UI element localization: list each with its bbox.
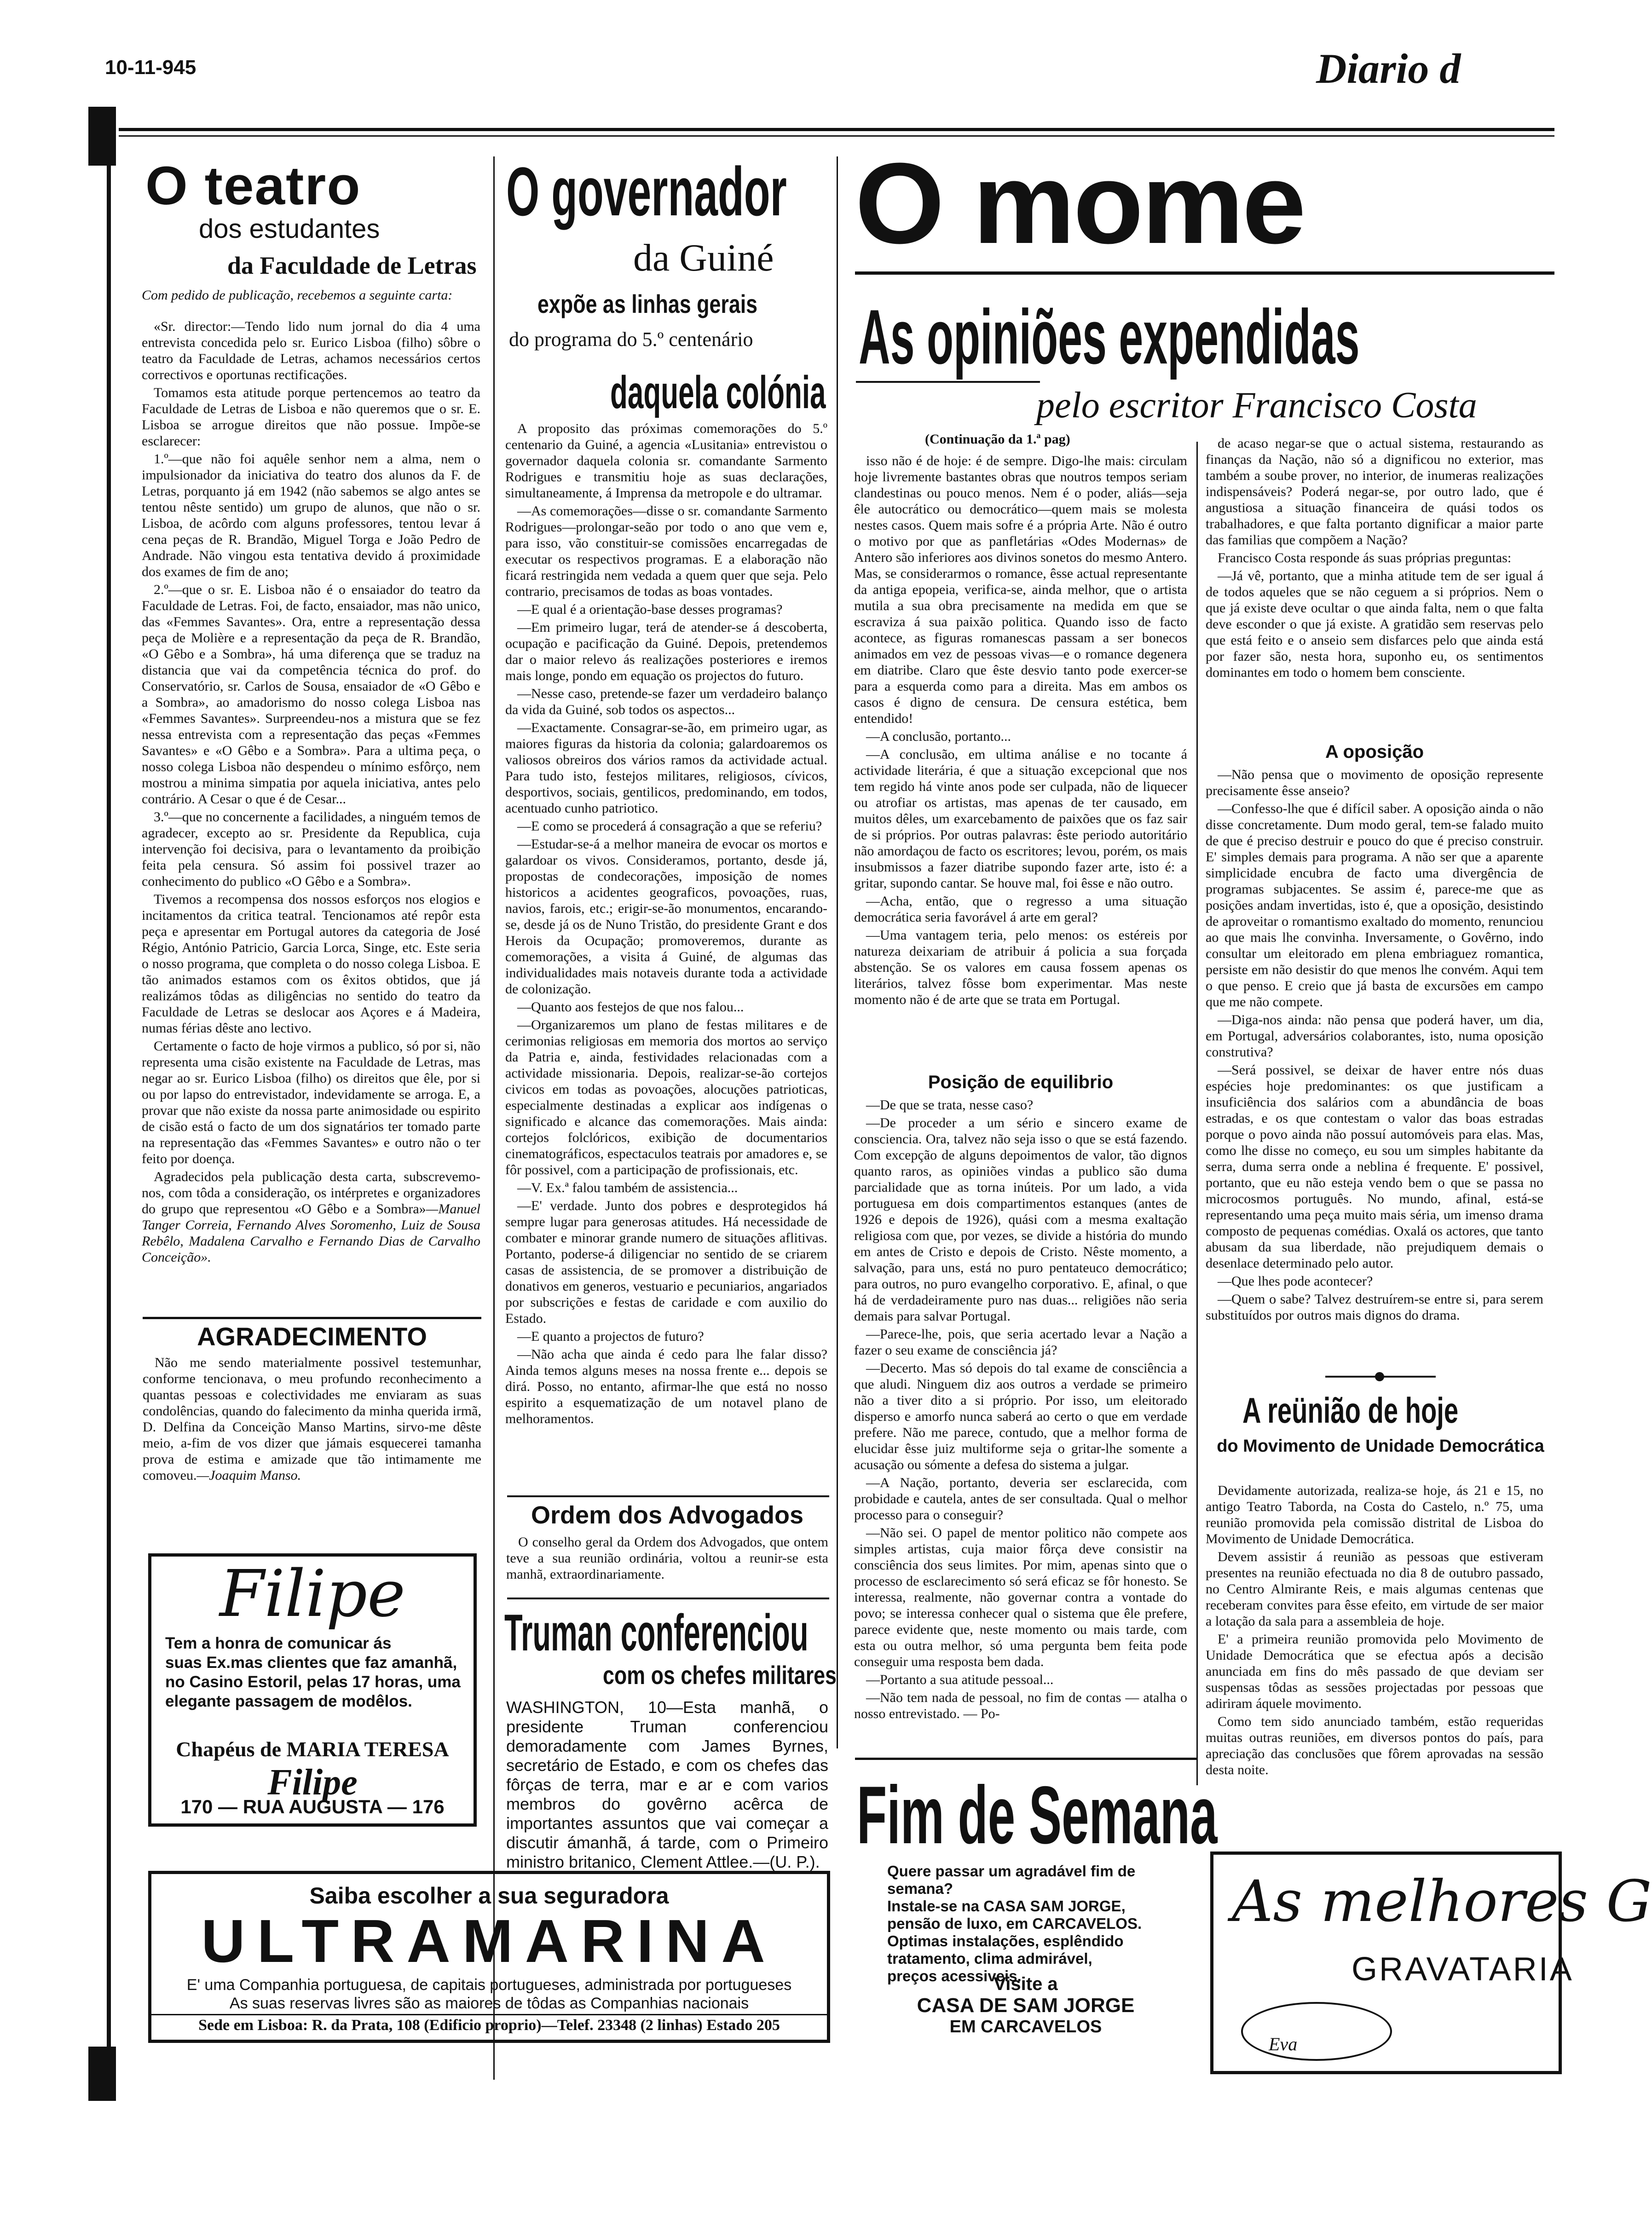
column-rule-2 (837, 156, 838, 1748)
fim-rule (855, 1758, 1196, 1760)
reuniao-para: Devidamente autorizada, realiza-se hoje, ás 21 e 15, no antigo Teatro Taborda, na Costa do Castelo, n.º 75, uma reunião promovida pela comissão distrital de Lisboa do Movimento de Unidade Democrática. (1206, 1483, 1543, 1546)
fim-text (887, 1863, 1145, 1985)
newspaper-masthead: Diario d (1316, 45, 1461, 92)
corner-block-top (88, 107, 116, 166)
governador-para: —Não acha que ainda é cedo para lhe falar disso? Ainda temos alguns meses na nossa frente e... depois se dirá. Posso, no entanto, afirmar-lhe que está no nosso espirito a esquematização de um notavel plano de melhoramentos. (505, 1347, 827, 1426)
agradecimento-rule (143, 1317, 481, 1319)
momento-para: —Não sei. O papel de mentor politico não compete aos simples artistas, cuja maior fôrça deve consistir na consciência dos seus limites. Por mim, apenas sinto que o processo de esclarecimento só será eficaz se fôr honesto. Se interessa, realmente, não governar contra a vontade do povo; se interessa conhecer qual o sistema que êle prefere, parece evidente que, neste momento ou mais tarde, com esta ou outra melhor, só uma pergunta bem feita pode conseguir uma resposta bem dada. (854, 1525, 1187, 1669)
teatro-title-mid: dos estudantes (199, 214, 380, 244)
filipe-script-logo: Filipe (219, 1557, 405, 1632)
ordem-rule (507, 1495, 829, 1497)
page-date: 10-11-945 (105, 56, 196, 79)
momento-col2 (1206, 435, 1543, 739)
truman-text: WASHINGTON, 10—Esta manhã, o presidente Truman conferenciou demoradamente com James Byrnes, secretário de Estado, e com os chefes das fôrças de terra, mar e ar e com varios membros do govêrno acêrca de importantes assuntos que vai começar a discutir ámanhã, á tarde, com o Primeiro ministro britanico, Clement Attlee.—(U. P.). (506, 1698, 828, 1871)
governador-para: A proposito das próximas comemorações do 5.º centenario da Guiné, a agencia «Lusitania» entrevistou o governador daquela colonia sr. comandante Sarmento Rodrigues e transmitiu hoje as suas declarações, simultaneamente, á Imprensa da metropole e do ultramar. (505, 421, 827, 501)
teatro-para: 2.º—que o sr. E. Lisboa não é o ensaiador do teatro da Faculdade de Letras. Foi, de facto, ensaiador, mas não unico, das «Femmes Savantes». Ora, entre a representação dessa peça de Molière e a representação da peça de R. Brandão, «O Gêbo e a Sombra», há uma diferença que se traduz na distancia que vai da competência técnica do prof. do Conservatório, sr. Carlos de Sousa, ensaiador de «O Gêbo e a Sombra», ao amadorismo do nosso colega Lisboa nas «Femmes Savantes». Surpreendeu-nos a mistura que se fez nessa entrevista com a representação das peças «Femmes Savantes» e «O Gêbo e a Sombra». Para a ultima peça, o nosso colega Lisboa não despendeu o mínimo esfôrço, nem mostrou a minima simpatia por aquela iniciativa, antes pelo contrário. A Cesar o que é de Cesar... (142, 582, 480, 807)
governador-para: —V. Ex.ª falou também de assistencia... (517, 1180, 738, 1195)
governador-para: —Quanto aos festejos de que nos falou... (517, 999, 744, 1015)
momento-col1b (854, 1097, 1187, 1759)
left-border-rule (107, 138, 111, 2098)
ultramarina-line3: Sede em Lisboa: R. da Prata, 108 (Edificio proprio)—Telef. 23348 (2 linhas) Estado 205 (198, 2017, 780, 2034)
momento-para: —Parece-lhe, pois, que seria acertado levar a Nação a fazer o seu exame de consciência já? (854, 1327, 1187, 1358)
momento-para: —Já vê, portanto, que a minha atitude tem de ser igual á de todos aqueles que se não ceguem a si próprios. Nem o que já existe deve ocultar o que ainda falta, nem o que falta deve esconder o que já existe. A gratidão sem reservas pelo que está feito e o anseio sem disfarces pelo que ainda está por fazer são, nesta hora, suponho eu, os sentimentos dominantes em todo o homem bem consciente. (1206, 568, 1543, 680)
agradecimento-para (143, 1355, 481, 1483)
ultramarina-top: Saiba escolher a sua seguradora (309, 1883, 669, 1909)
header-rule (119, 128, 1554, 131)
momento-para: —Não tem nada de pessoal, no fim de contas — atalha o nosso entrevistado. — Po- (854, 1690, 1187, 1721)
momento-headline: As opiniões expendidas (859, 294, 1360, 380)
filipe-brand: Chapéus de MARIA TERESA (176, 1737, 449, 1761)
momento-para: —De proceder a um sério e sincero exame de consciencia. Ora, talvez não seja isso o que se está fazendo. Com excepção de alguns depoimentos de valor, tão dignos quanto raros, as opiniões vindas a publico são duma parcialidade que as torna inúteis. Por um lado, a vida portuguesa em dois compartimentos estanques (antes de 1926 e depois de 1926), quási com a mesma exaltação religiosa com que, por vezes, se divide a história do mundo em antes de Cristo e depois de Cristo. Nêste momento, a salvação, para uns, está no puro pentateuco democrático; para outros, no puro evangelho corporativo. E, afinal, o que há de verdadeiramente puro nas duas... religiões não seria demais para salvar Portugal. (854, 1115, 1187, 1324)
teatro-para: Tivemos a recompensa dos nossos esforços nos elogios e incitamentos da critica teatral. Tencionamos até repôr esta peça e apresentar em Portugal autores da categoria de José Régio, António Patricio, Garcia Lorca, Singe, etc. Este seria o nosso programa, que completa o do nosso colega Lisboa. E tão animados estamos com os êxitos obtidos, que já realizámos tôdas as diligências no sentido do teatro da Faculdade de Letras se deslocar aos Açores e á Madeira, numas férias dêste ano lectivo. (142, 892, 480, 1036)
ultramarina-ad (148, 1871, 830, 2043)
teatro-para: «Sr. director:—Tendo lido num jornal do dia 4 uma entrevista concedida pelo sr. Eurico Lisboa (filho) sôbre o teatro da Faculdade de Letras, achamos necessários certos correctivos e oportunas rectificações. (142, 319, 480, 382)
filipe-brand-script: Filipe (267, 1762, 358, 1803)
agradecimento-text: Não me sendo materialmente possivel testemunhar, conforme tencionava, o meu profundo reconhecimento a quantas pessoas e colectividades me enviaram as suas condolências, quando do falecimento da minha querida irmã, D. Delfina da Conceição Manso Martins, sirvo-me dêste meio, a-fim de vos dizer que jámais esquecerei tamanha prova de estima e amizade que tão intimamente me comoveu. (143, 1355, 481, 1483)
truman-sub: com os chefes militares (603, 1661, 837, 1690)
posicao-subhead: Posição de equilibrio (928, 1072, 1114, 1092)
momento-byline: pelo escritor Francisco Costa (1036, 385, 1477, 426)
fim-line: Instale-se na CASA SAM JORGE, pensão de luxo, em CARCAVELOS. (887, 1898, 1142, 1932)
truman-rule (507, 1598, 829, 1599)
momento-para: de acaso negar-se que o actual sistema, restaurando as finanças da Nação, não só a dignificou no exterior, mas também a soube prover, no interior, de inumeras realizações indispensáveis? Poderá negar-se, por outro lado, que é angustiosa a situação financeira de quási todos os trabalhadores, e que falta portanto dignificar a maior parte das familias que compõem a Nação? (1206, 436, 1543, 548)
momento-continuation: (Continuação da 1.ª pag) (925, 432, 1070, 447)
fim-line: Optimas instalações, esplêndido tratamento, clima admirável, preços acessiveis. (887, 1932, 1124, 1984)
governador-para: —E' verdade. Junto dos pobres e desprotegidos há sempre lugar para generosas atitudes. Há necessidade de combater e minorar grande numero de situações aflitivas. Portanto, poderse-á diligenciar no sentido de se criarem casas de assistencia, de se promover a distribuição de donativos em generos, vestuario e pecuniarios, angariados por subscrições e festas de caridade e com auxilio do Estado. (505, 1198, 827, 1326)
header-rule-thin (119, 135, 1554, 137)
teatro-title-small: da Faculdade de Letras (227, 252, 477, 279)
governador-para: —As comemorações—disse o sr. comandante Sarmento Rodrigues—prolongar-seão por todo o ano que vem e, para isso, vão constituir-se comissões encarregadas de executar os respectivos programas. E a elaboração não ficará restringida nem vedada a quem quer que seja. Pelo contrario, precisamos de todas as boas vontades. (505, 503, 827, 599)
governador-sub2: do programa do 5.º centenário (509, 328, 753, 351)
gravataria-script: As melhores G (1232, 1869, 1652, 1935)
gravataria-ad (1210, 1852, 1652, 2074)
fim-line: Quere passar um agradável fim de semana? (887, 1863, 1136, 1897)
momento-para: —Confesso-lhe que é difícil saber. A oposição ainda o não disse concretamente. Dum modo geral, tem-se falado muito de que é preciso destruir e pouco do que é preciso construir. E' simples demais para programa. A não ser que a aparente simplicidade encubra de facto uma divergência de programas subjacentes. Se assim é, parece-me que as posições andam invertidas, isto é, que a oposição, desistindo de aproveitar o romantismo exaltado do momento, renunciou ao que mais lhe convinha. Inversamente, o Govêrno, indo consultar um eleitorado em plena embriaguez romantica, persiste em não desistir do que menos lhe convém. Aqui tem o que penso. E creio que já basta de excursões em campo que me não compete. (1206, 801, 1543, 1009)
momento-byline-rule (856, 381, 1040, 383)
teatro-para: 3.º—que no concernente a facilidades, a ninguém temos de agradecer, excepto ao sr. Presidente da Republica, cuja intervenção foi decisiva, para o levantamento da proibição feita pela censura. Só assim foi possivel trazer ao conhecimento do publico «O Gêbo e a Sombra». (142, 809, 480, 889)
teatro-para: Certamente o facto de hoje virmos a publico, só por si, não representa uma cisão existente na Faculdade de Letras, mas negar ao sr. Eurico Lisboa (filho) os direitos que êle, por si ou por lapso do entrevistador, indevidamente se arroga. E, a provar que não existe da nossa parte animosidade ou espirito de cisão está o facto de um dos signatários ter tomado parte na representação das «Femmes Savantes» e outro não o ter feito por doença. (142, 1038, 480, 1166)
momento-para: —De que se trata, nesse caso? (866, 1097, 1034, 1113)
momento-para: —Portanto a sua atitude pessoal... (866, 1672, 1054, 1687)
filipe-ad-text (165, 1634, 464, 1711)
ordem-title: Ordem dos Advogados (531, 1501, 804, 1529)
reuniao-para: E' a primeira reunião promovida pelo Movimento de Unidade Democrática que se efectua após a decisão anunciada em fins do mês passado de que deviam ser suspensas tôdas as sessões projectadas por pessoas que adiriram áquele movimento. (1206, 1632, 1543, 1711)
agradecimento-body (143, 1355, 481, 1540)
fim-name: CASA DE SAM JORGE (917, 1994, 1135, 2017)
teatro-body (142, 318, 480, 1265)
momento-para: —A conclusão, portanto... (866, 729, 1011, 744)
governador-title: O governador (506, 153, 787, 230)
reuniao-ornament-dot (1375, 1372, 1384, 1381)
momento-para: —Decerto. Mas só depois do tal exame de consciência a que aludi. Ninguem diz aos outros a verdade se primeiro não a tiver dito a si próprio. Por isso, um eleitorado disperso e amorfo nunca saberá ao certo o que em verdade prefere. Não me parece, contudo, que a melhor forma de elucidar êsse juiz multiforme seja o gritar-lhe somente a acusação ou sómente a defesa do sistema a julgar. (854, 1361, 1187, 1472)
corner-block-bottom (88, 2047, 116, 2101)
momento-para: —Será possivel, se deixar de haver entre nós duas espécies hoje predominantes: os que justificam a insuficiência dos salários com a abundância de boas estradas, e os que contestam o valor das boas estradas porque o povo ainda não possuí automóveis para elas. Mas, como lhe disse no começo, eu sou um simples habitante da serra, duma serra onde a neblina é frequente. E' possivel, portanto, que eu não esteja vendo bem o que se passa no microcosmos português. No mundo, afinal, está-se representando uma peça muito mais séria, um imenso drama composto de pequenas comédias. Oxalá os actores, que tanto abusam da sua liberdade, não prejudiquem demais o desenlace determinado pelo autor. (1206, 1062, 1543, 1271)
ultramarina-rule (151, 2014, 827, 2015)
governador-para: —E como se procederá á consagração a que se referiu? (517, 819, 822, 834)
ordem-body (506, 1534, 828, 1600)
teatro-title-big: O teatro (145, 156, 361, 216)
momento-rule (855, 271, 1554, 275)
reuniao-para: Como tem sido anunciado também, estão requeridas muitas outras reuniões, em diversos pontos do país, para apreciação das conclusões que fôrem aprovadas na sessão desta noite. (1206, 1714, 1543, 1777)
filipe-ad-line: Tem a honra de comunicar ás (165, 1634, 392, 1652)
gravataria-word: GRAVATARIA (1352, 1951, 1574, 1988)
column-rule-3 (1196, 442, 1198, 1785)
governador-title2: da Guiné (633, 236, 774, 279)
fim-place: EM CARCAVELOS (949, 2017, 1102, 2036)
reuniao-title: A reünião de hoje (1242, 1390, 1459, 1430)
momento-para: Francisco Costa responde ás suas próprias preguntas: (1218, 550, 1512, 565)
filipe-address: 170 — RUA AUGUSTA — 176 (180, 1796, 445, 1817)
agradecimento-signature: —Joaquim Manso. (196, 1468, 301, 1483)
governador-para: —Exactamente. Consagrar-se-ão, em primeiro ugar, as maiores figuras da historia da colonia; galardoaremos os valiosos obreiros dos vários ramos da actividade actual. Para tudo isto, festejos militares, religiosos, cívicos, desportivos, sociais, gentilicos, predominando, em todos, acentuado cunho patriotico. (505, 720, 827, 816)
oposicao-subhead: A oposição (1325, 742, 1424, 762)
ordem-text: O conselho geral da Ordem dos Advogados, que ontem teve a sua reunião ordinária, voltou a reunir-se esta manhã, extraordinariamente. (506, 1534, 828, 1582)
agradecimento-title: AGRADECIMENTO (197, 1322, 427, 1351)
momento-title: O mome (855, 139, 1305, 267)
ultramarina-name: ULTRAMARINA (201, 1907, 777, 1975)
governador-para: —Organizaremos um plano de festas militares e de cerimonias religiosas em memoria dos mortos ao serviço da Patria e, ainda, festividades relacionadas com a actividade missionaria. Depois, realizar-se-ão cortejos civicos em todas as povoações, alocuções patrioticas, especialmente destinadas a explicar aos indígenas o significado e alcance das comemorações. Mais ainda: cortejos folclóricos, exibição de documentarios cinematográficos, espectaculos teatrais por amadores e, se fôr possivel, com a participação de profissionais, etc. (505, 1017, 827, 1177)
governador-body (505, 421, 827, 1506)
momento-para: —Não pensa que o movimento de oposição represente precisamente êsse anseio? (1206, 767, 1543, 798)
filipe-ad-line: suas Ex.mas clientes que faz amanhã, no Casino Estoril, pelas 17 horas, uma elegante passagem de modêlos. (165, 1654, 461, 1710)
momento-para: —Que lhes pode acontecer? (1218, 1274, 1373, 1289)
column-rule-1 (493, 156, 495, 2080)
fim-title: Fim de Semana (857, 1769, 1218, 1861)
gravataria-swirl (1241, 2002, 1392, 2061)
teatro-para (142, 1169, 480, 1265)
ultramarina-line1: E' uma Companhia portuguesa, de capitais portugueses, administrada por portugueses (186, 1976, 792, 1994)
momento-col1 (854, 453, 1187, 1069)
momento-para: —Acha, então, que o regresso a uma situação democrática seria favorável á arte em geral? (854, 894, 1187, 925)
momento-col2b (1206, 767, 1543, 1369)
fim-visit: Visite a (994, 1974, 1058, 1994)
teatro-intro: Com pedido de publicação, recebemos a seguinte carta: (142, 288, 453, 303)
governador-para: —Nesse caso, pretende-se fazer um verdadeiro balanço da vida da Guiné, sob todos os aspectos... (505, 686, 827, 717)
momento-para: —A conclusão, em ultima análise e no tocante á actividade literária, é que a situação excepcional que nos tem regido há vinte anos pode ser culpada, não de liquecer ou atrofiar os artistas, mas apenas de ter causado, em muitos dêles, um exarcebamento de paixões que os faz sair de si próprios. Por outras palavras: êste periodo autoritário não amordaçou de facto os escritores; levou, porém, os mais insubmissos a fazer diatribe supondo fazer arte, isto é: a gritar, supondo cantar. Se houve mal, foi êsse e não outro. (854, 747, 1187, 891)
governador-sub3: daquela colónia (610, 367, 826, 418)
ultramarina-line2: As suas reservas livres são as maiores de tôdas as Companhias nacionais (229, 1995, 749, 2012)
momento-para: —Uma vantagem teria, pelo menos: os estéreis por natureza deixariam de atribuir á policia a sua forçada abstenção. Se os valores em causa fossem apenas os literários, talvez fôsse bom experimentar. Mas neste momento não é de arte que se trata em Portugal. (854, 928, 1187, 1007)
governador-para: —E qual é a orientação-base desses programas? (517, 602, 783, 617)
teatro-para: Tomamos esta atitude porque pertencemos ao teatro da Faculdade de Letras de Lisboa e não queremos que o sr. E. Lisboa se arrogue direitos que não possue. Impõe-se esclarecer: (142, 385, 480, 449)
reuniao-para: Devem assistir á reunião as pessoas que estiveram presentes na reunião efectuada no dia 8 de outubro passado, no Centro Almirante Reis, e mais algumas centenas que receberam convites para êsse efeito, em virtude de ser maior a lotação da sala para a assembleia de hoje. (1206, 1549, 1543, 1629)
teatro-signatories: —Manuel Tanger Correia, Fernando Alves Soromenho, Luiz de Sousa Rebêlo, Madalena Carvalho e Fernando Dias de Carvalho Conceição». (142, 1201, 480, 1265)
reuniao-sub: do Movimento de Unidade Democrática (1217, 1436, 1544, 1456)
gravataria-signature: Eva (1269, 2034, 1298, 2054)
momento-para: —Quem o sabe? Talvez destruírem-se entre si, para serem substituídos por outros mais dignos do drama. (1206, 1292, 1543, 1323)
teatro-closing: Agradecidos pela publicação desta carta, subscrevemo-nos, com tôda a consideração, os intérpretes e organizadores do grupo que representou «O Gêbo e a Sombra» (142, 1169, 480, 1217)
teatro-para: 1.º—que não foi aquêle senhor nem a alma, nem o impulsionador da iniciativa do teatro dos alunos da F. de Letras, porquanto já em 1942 (não sabemos se algo antes se tentou nêste sentido) um grupo de alunos, que não o sr. Lisboa, de acôrdo com alguns professores, tentou levar á cena peças de R. Brandão, Miguel Torga e João Pedro de Andrade. Não vingou esta tentativa devido á proximidade dos exames de fim de ano; (142, 451, 480, 579)
governador-sub1: expõe as linhas gerais (537, 289, 758, 318)
governador-para: —E quanto a projectos de futuro? (517, 1329, 704, 1344)
momento-para: —A Nação, portanto, deveria ser esclarecida, com probidade e cautela, antes de ser consultada. Qual o melhor processo para o conseguir? (854, 1475, 1187, 1523)
governador-para: —Estudar-se-á a melhor maneira de evocar os mortos e galardoar os vivos. Consideramos, portanto, desde já, propostas de condecorações, imposição de nomes historicos a acidentes geograficos, povoações, ruas, navios, farois, etc.; erigir-se-ão monumentos, encarando-se, desde já os de Nuno Tristão, do presidente Grant e dos Herois da Ocupação; promoveremos, durante as comemorações, a visita á Guiné, de algumas das individualidades mais notaveis durante toda a actividade de colonização. (505, 836, 827, 997)
filipe-ad (148, 1553, 477, 1827)
momento-para: isso não é de hoje: é de sempre. Digo-lhe mais: circulam hoje livremente bastantes obras que noutros tempos seriam clandestinas ou pouco menos. Nem é o poder, aliás—seja êle autocrático ou democrático—quem mais se molesta nestes casos. Quem mais sofre é a própria Arte. Não é outro o motivo por que as panfletárias «Odes Modernas» de Antero são inferiores aos divinos sonetos do mesmo Antero. Mas, se considerarmos o romance, êsse actual representante da antiga epopeia, verifica-se, ainda melhor, que o artista mutila a sua obra precisamente na medida em que se escraviza á sua paixão politica. Quando isso de facto acontece, as figuras romanescas passam a ser bonecos animados em vez de pessoas vivas—e o romance degenera em diatribe. Claro que êste desvio tanto pode exercer-se para a esquerda como para a direita. Mas em ambos os casos é digno de censura. De censura estética, bem entendido! (854, 453, 1187, 726)
governador-para: —Em primeiro lugar, terá de atender-se á descoberta, ocupação e pacificação da Guiné. Depois, pretendemos dar o maior relevo ás realizações posteriores e iremos mais longe, pondo em equação os projectos do futuro. (505, 620, 827, 683)
truman-title: Truman conferenciou (504, 1604, 809, 1661)
reuniao-body (1206, 1482, 1543, 1805)
momento-para: —Diga-nos ainda: não pensa que poderá haver, um dia, em Portugal, adversários colaborantes, isto, numa oposição construtiva? (1206, 1012, 1543, 1060)
